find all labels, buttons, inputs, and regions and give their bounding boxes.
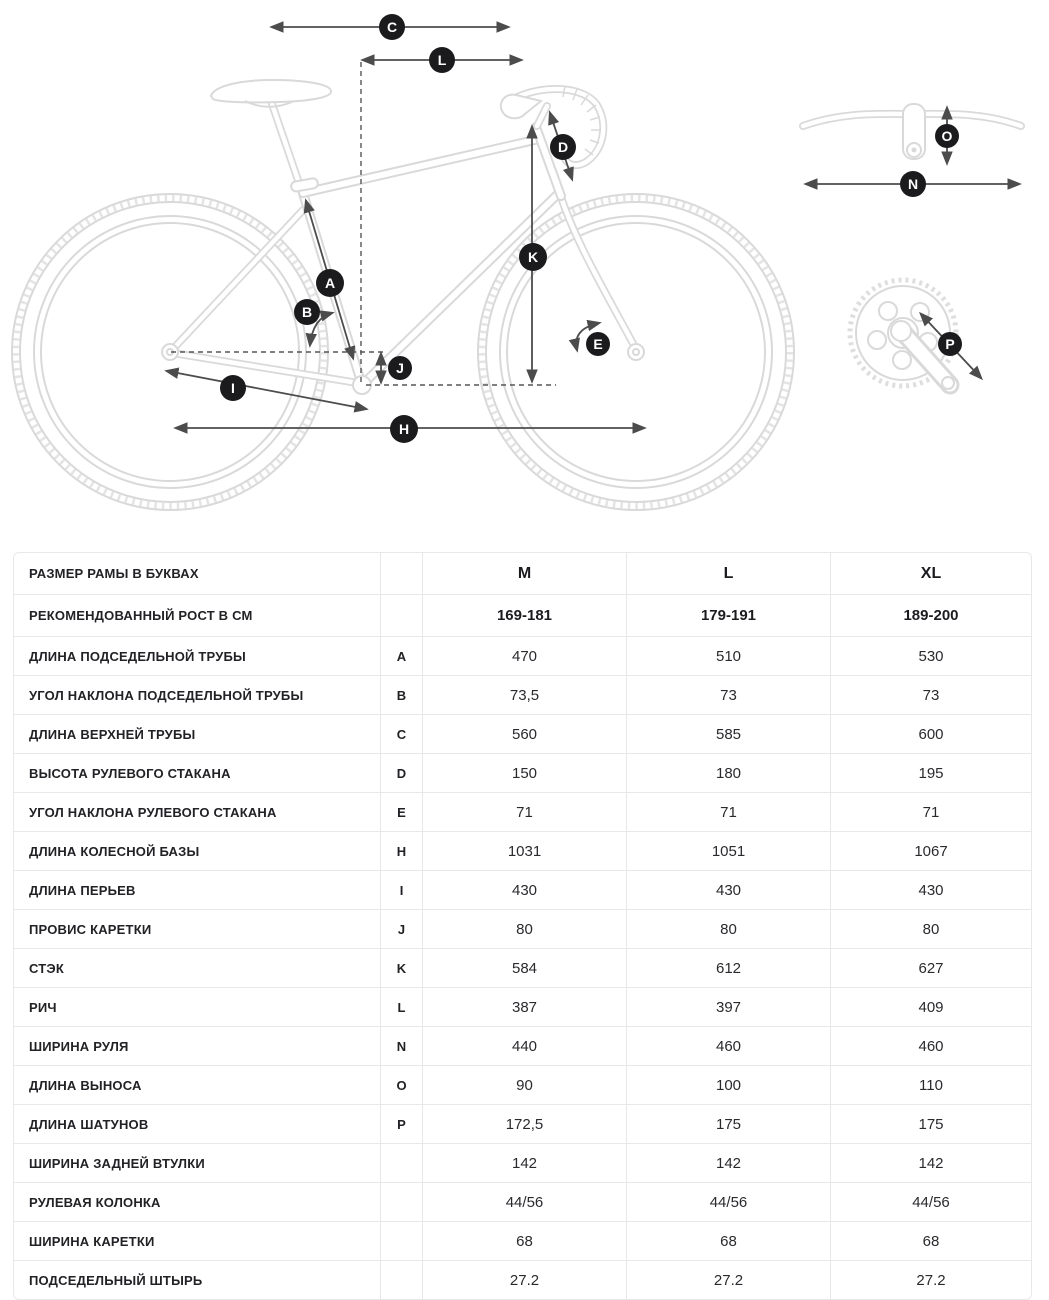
- row-value: 73,5: [423, 676, 627, 715]
- row-letter: O: [381, 1066, 423, 1105]
- table-row: [14, 637, 1031, 676]
- svg-text:O: O: [941, 128, 953, 144]
- row-value: 44/56: [831, 1183, 1031, 1222]
- row-value: 90: [423, 1066, 627, 1105]
- row-value: 179-191: [627, 595, 831, 637]
- row-label: ДЛИНА КОЛЕСНОЙ БАЗЫ: [14, 832, 381, 871]
- svg-text:I: I: [231, 380, 235, 396]
- table-row: [14, 988, 1031, 1027]
- row-letter: B: [381, 676, 423, 715]
- svg-text:C: C: [386, 19, 398, 35]
- table-row: [14, 832, 1031, 871]
- table-row: [14, 910, 1031, 949]
- table-row: [14, 1222, 1031, 1261]
- table-row: [14, 676, 1031, 715]
- dimension-badge-i: [220, 375, 246, 401]
- row-label: УГОЛ НАКЛОНА РУЛЕВОГО СТАКАНА: [14, 793, 381, 832]
- row-value: 71: [831, 793, 1031, 832]
- row-letter: [381, 595, 423, 637]
- row-value: 80: [423, 910, 627, 949]
- row-letter: J: [381, 910, 423, 949]
- bike-geometry-diagram: [0, 0, 1049, 548]
- svg-text:N: N: [907, 176, 919, 192]
- row-label: ДЛИНА ВЕРХНЕЙ ТРУБЫ: [14, 715, 381, 754]
- row-letter: [381, 1144, 423, 1183]
- row-value: 460: [627, 1027, 831, 1066]
- reference-lines: [171, 62, 556, 385]
- row-value: 397: [627, 988, 831, 1027]
- svg-text:E: E: [593, 336, 603, 352]
- row-letter: H: [381, 832, 423, 871]
- dimension-badge-b: [294, 299, 320, 325]
- dimension-badge-e: [586, 332, 610, 356]
- dimension-badge-d: [550, 134, 576, 160]
- dimension-badge-a: [316, 269, 344, 297]
- row-value: 510: [627, 637, 831, 676]
- saddle: [211, 80, 331, 192]
- dimension-badge-l: [429, 47, 455, 73]
- row-value: 430: [627, 871, 831, 910]
- row-value: 68: [831, 1222, 1031, 1261]
- row-value: 195: [831, 754, 1031, 793]
- table-row: [14, 754, 1031, 793]
- row-label: ПРОВИС КАРЕТКИ: [14, 910, 381, 949]
- row-label: ПОДСЕДЕЛЬНЫЙ ШТЫРЬ: [14, 1261, 381, 1299]
- row-value: 27.2: [423, 1261, 627, 1299]
- row-label: РЕКОМЕНДОВАННЫЙ РОСТ В СМ: [14, 595, 381, 637]
- dimension-badge-n: [900, 171, 926, 197]
- size-column-m: M: [423, 553, 627, 595]
- row-letter: L: [381, 988, 423, 1027]
- row-value: 71: [627, 793, 831, 832]
- row-label: СТЭК: [14, 949, 381, 988]
- row-value: 44/56: [627, 1183, 831, 1222]
- row-value: 189-200: [831, 595, 1031, 637]
- table-row: [14, 1261, 1031, 1299]
- row-letter: [381, 1261, 423, 1299]
- row-value: 110: [831, 1066, 1031, 1105]
- row-value: 470: [423, 637, 627, 676]
- dimension-badge-h: [390, 415, 418, 443]
- row-letter: I: [381, 871, 423, 910]
- row-value: 1067: [831, 832, 1031, 871]
- dimension-badge-o: [935, 124, 959, 148]
- row-value: 430: [423, 871, 627, 910]
- svg-text:L: L: [437, 52, 447, 68]
- row-value: 627: [831, 949, 1031, 988]
- row-value: 27.2: [627, 1261, 831, 1299]
- size-column-xl: XL: [831, 553, 1031, 595]
- row-value: 142: [423, 1144, 627, 1183]
- table-row: [14, 1183, 1031, 1222]
- dimension-badge-k: [519, 243, 547, 271]
- table-row: [14, 1027, 1031, 1066]
- row-value: 68: [627, 1222, 831, 1261]
- row-value: 44/56: [423, 1183, 627, 1222]
- svg-text:A: A: [324, 275, 336, 291]
- svg-text:B: B: [301, 304, 313, 320]
- table-row: [14, 793, 1031, 832]
- row-value: 530: [831, 637, 1031, 676]
- svg-text:J: J: [396, 360, 404, 376]
- row-label: РУЛЕВАЯ КОЛОНКА: [14, 1183, 381, 1222]
- row-label: ШИРИНА ЗАДНЕЙ ВТУЛКИ: [14, 1144, 381, 1183]
- row-value: 584: [423, 949, 627, 988]
- row-letter: E: [381, 793, 423, 832]
- row-value: 150: [423, 754, 627, 793]
- row-label: ШИРИНА РУЛЯ: [14, 1027, 381, 1066]
- row-value: 460: [831, 1027, 1031, 1066]
- row-value: 612: [627, 949, 831, 988]
- svg-text:P: P: [945, 336, 955, 352]
- front-hub: [628, 344, 644, 360]
- row-value: 27.2: [916, 1271, 946, 1289]
- size-column-l: L: [627, 553, 831, 595]
- row-label: ДЛИНА ПЕРЬЕВ: [14, 871, 381, 910]
- row-value: 73: [627, 676, 831, 715]
- table-row-recommended-height: [14, 595, 1031, 637]
- row-value: 71: [423, 793, 627, 832]
- row-label: ВЫСОТА РУЛЕВОГО СТАКАНА: [14, 754, 381, 793]
- row-value: 560: [423, 715, 627, 754]
- row-value: 387: [423, 988, 627, 1027]
- row-label: РИЧ: [14, 988, 381, 1027]
- row-value: 80: [627, 910, 831, 949]
- row-value: 100: [627, 1066, 831, 1105]
- table-row: [14, 1105, 1031, 1144]
- row-value: 1051: [627, 832, 831, 871]
- table-row: [14, 871, 1031, 910]
- row-value: 430: [831, 871, 1031, 910]
- row-letter: P: [381, 1105, 423, 1144]
- row-value: 142: [831, 1144, 1031, 1183]
- row-letter: K: [381, 949, 423, 988]
- table-row: [14, 715, 1031, 754]
- row-value: 142: [627, 1144, 831, 1183]
- row-value: 409: [831, 988, 1031, 1027]
- row-value: 73: [831, 676, 1031, 715]
- row-letter: [381, 553, 423, 595]
- spec-table-body: [14, 553, 1031, 1299]
- crank-spindle: [891, 321, 911, 341]
- svg-text:D: D: [557, 139, 569, 155]
- row-value: 440: [423, 1027, 627, 1066]
- dimension-badge-p: [938, 332, 962, 356]
- row-value: 175: [831, 1105, 1031, 1144]
- row-letter: [381, 1183, 423, 1222]
- row-value: 1031: [423, 832, 627, 871]
- row-label: ДЛИНА ПОДСЕДЕЛЬНОЙ ТРУБЫ: [14, 637, 381, 676]
- svg-text:H: H: [398, 421, 410, 437]
- row-value: 169-181: [423, 595, 627, 637]
- row-label: ДЛИНА ВЫНОСА: [14, 1066, 381, 1105]
- spec-table: [13, 552, 1032, 1300]
- table-row-frame-size: [14, 553, 1031, 595]
- row-value: 600: [831, 715, 1031, 754]
- row-label: РАЗМЕР РАМЫ В БУКВАХ: [14, 553, 381, 595]
- row-label: ДЛИНА ШАТУНОВ: [14, 1105, 381, 1144]
- row-letter: D: [381, 754, 423, 793]
- row-value: 80: [831, 910, 1031, 949]
- row-label: ШИРИНА КАРЕТКИ: [14, 1222, 381, 1261]
- row-letter: A: [381, 637, 423, 676]
- row-value: 175: [627, 1105, 831, 1144]
- row-value: 585: [627, 715, 831, 754]
- row-letter: C: [381, 715, 423, 754]
- row-letter: N: [381, 1027, 423, 1066]
- table-row: [14, 949, 1031, 988]
- dimension-badge-c: [379, 14, 405, 40]
- table-row: [14, 1144, 1031, 1183]
- row-value: 68: [423, 1222, 627, 1261]
- row-value: 180: [627, 754, 831, 793]
- row-label: УГОЛ НАКЛОНА ПОДСЕДЕЛЬНОЙ ТРУБЫ: [14, 676, 381, 715]
- dimension-badge-j: [388, 356, 412, 380]
- row-value: 172,5: [423, 1105, 627, 1144]
- svg-text:K: K: [527, 249, 539, 265]
- handlebar-top-view: [803, 104, 1021, 159]
- row-letter: [381, 1222, 423, 1261]
- table-row: [14, 1066, 1031, 1105]
- brake-hood: [501, 95, 541, 119]
